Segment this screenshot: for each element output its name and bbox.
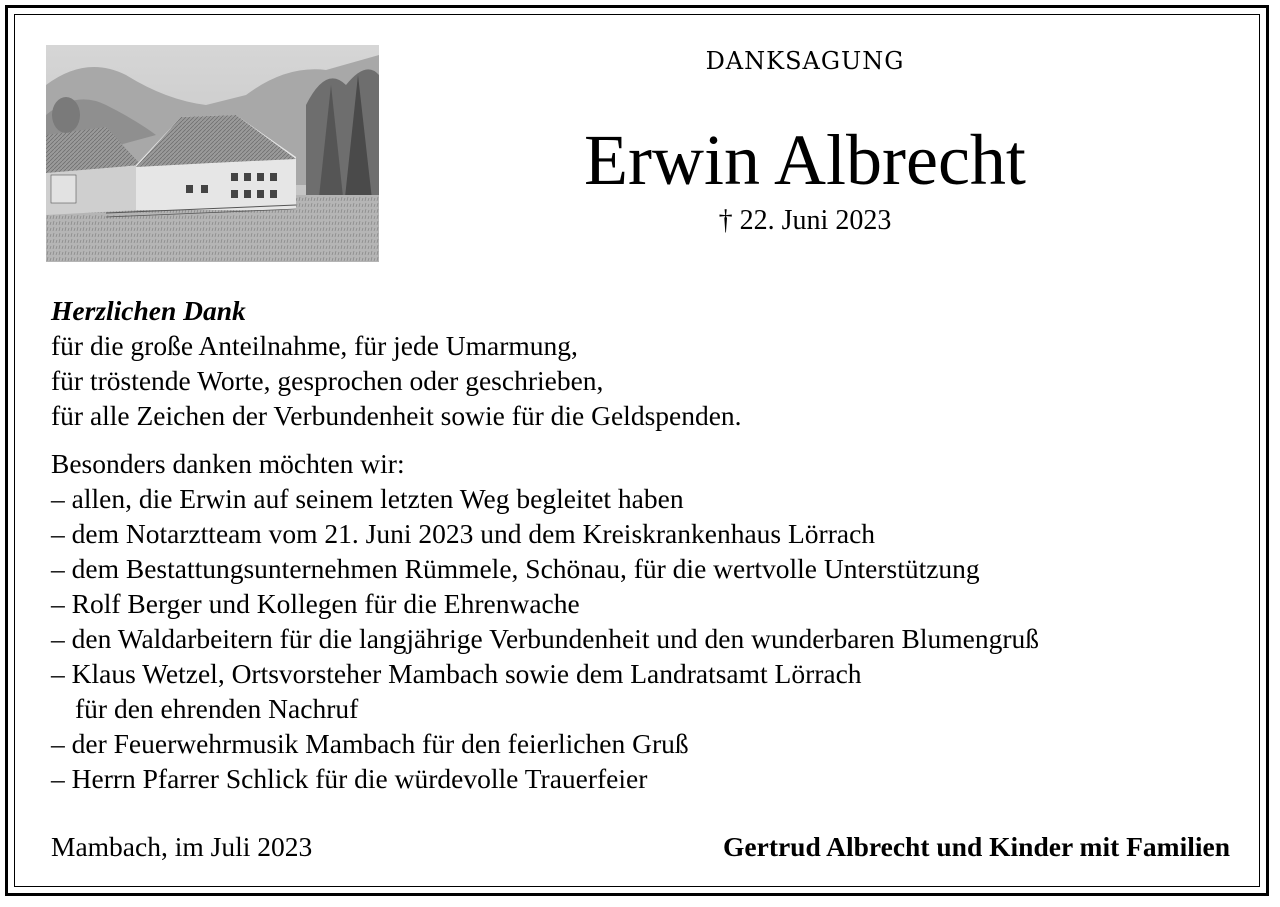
intro-line: für tröstende Worte, gesprochen oder geschrieben, [51, 365, 604, 396]
thanks-item-continuation: für den ehrenden Nachruf [75, 693, 359, 724]
paragraph-gap [51, 433, 1251, 446]
thanks-item: – allen, die Erwin auf seinem letzten Weg begleitet haben [51, 483, 684, 514]
thanks-item: – Herrn Pfarrer Schlick für die würdevolle Trauerfeier [51, 763, 648, 794]
farmhouse-sketch-icon [46, 45, 379, 262]
thanks-item: – den Waldarbeitern für die langjährige Verbundenheit und den wunderbaren Blumengruß [51, 623, 1039, 654]
thanks-heading: Besonders danken möchten wir: [51, 448, 405, 479]
header-kicker: DANKSAGUNG [705, 47, 905, 75]
thanks-item: – Rolf Berger und Kollegen für die Ehrenwache [51, 588, 580, 619]
intro-heading: Herzlichen Dank [51, 295, 246, 326]
thanks-item: – Klaus Wetzel, Ortsvorsteher Mambach sowie dem Landratsamt Lörrach [51, 658, 862, 689]
intro-line: für alle Zeichen der Verbundenheit sowie für die Geldspenden. [51, 400, 742, 431]
intro-line: für die große Anteilnahme, für jede Umarmung, [51, 330, 578, 361]
family-signature: Gertrud Albrecht und Kinder mit Familien [723, 831, 1230, 862]
death-date: † 22. Juni 2023 [718, 205, 892, 236]
thanks-item: – der Feuerwehrmusik Mambach für den feierlichen Gruß [51, 728, 689, 759]
deceased-name: Erwin Albrecht [584, 120, 1026, 200]
notice-body [51, 293, 1251, 796]
place-and-date: Mambach, im Juli 2023 [51, 831, 313, 862]
thanks-item: – dem Bestattungsunternehmen Rümmele, Schönau, für die wertvolle Unterstützung [51, 553, 980, 584]
thanks-item: – dem Notarztteam vom 21. Juni 2023 und dem Kreiskrankenhaus Lörrach [51, 518, 876, 549]
